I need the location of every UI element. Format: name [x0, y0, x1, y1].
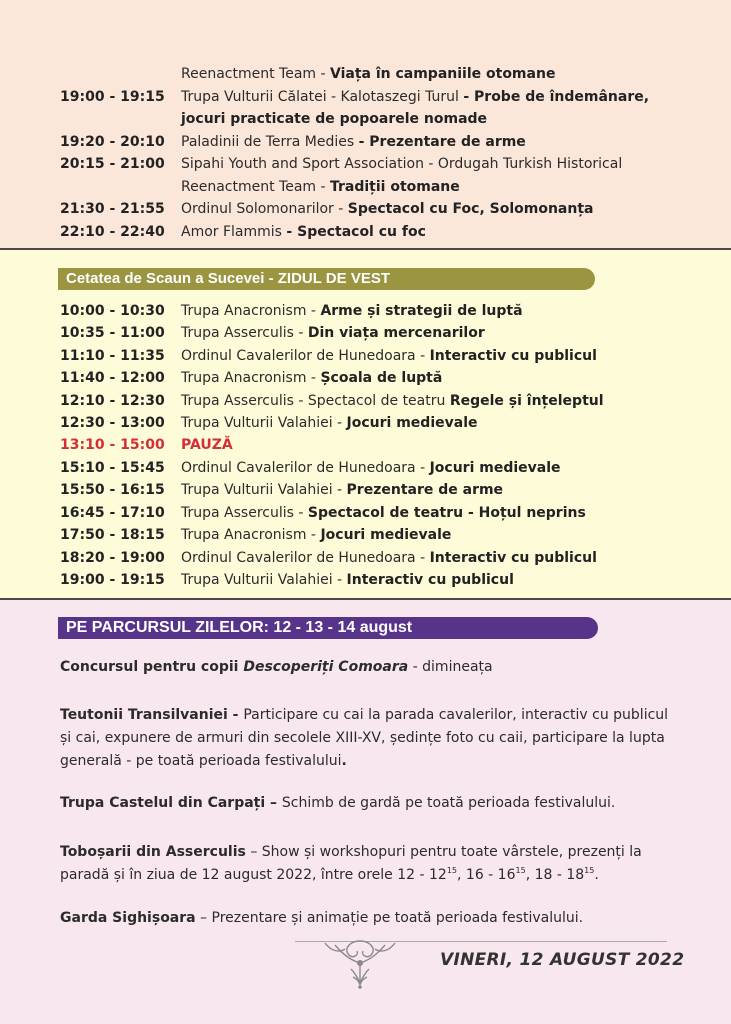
ornament-icon	[305, 935, 415, 990]
teutonii-paragraph: Teutonii Transilvaniei - Participare cu cai la parada cavalerilor, interactiv cu publicul și cai, expunere de armuri din secolele XIII-XV, ședințe foto cu caii, participare la lupta generală - pe toată perioada festivalului.	[60, 707, 669, 769]
tobosarii-paragraph: Toboșarii din Asserculis – Show și workshopuri pentru toate vârstele, prezenți la paradă și în ziua de 12 august 2022, între orele $12 - 12^{15}$, $16 - 16^{15}$, $18 - 18^{15}$.	[60, 844, 642, 883]
west-wall-banner: Cetatea de Scaun a Sucevei - ZIDUL DE VEST	[58, 268, 595, 290]
footer-date: VINERI, 12 AUGUST 2022	[440, 950, 685, 970]
kids-contest-paragraph: Concursul pentru copii Descoperiți Comoara - dimineața	[60, 659, 493, 675]
castelul-paragraph: Trupa Castelul din Carpați – Schimb de gardă pe toată perioada festivalului.	[60, 795, 616, 811]
festival-days-banner: PE PARCURSUL ZILELOR: 12 - 13 - 14 august	[58, 617, 598, 639]
garda-paragraph: Garda Sighișoara – Prezentare și animație pe toată perioada festivalului.	[60, 910, 584, 926]
